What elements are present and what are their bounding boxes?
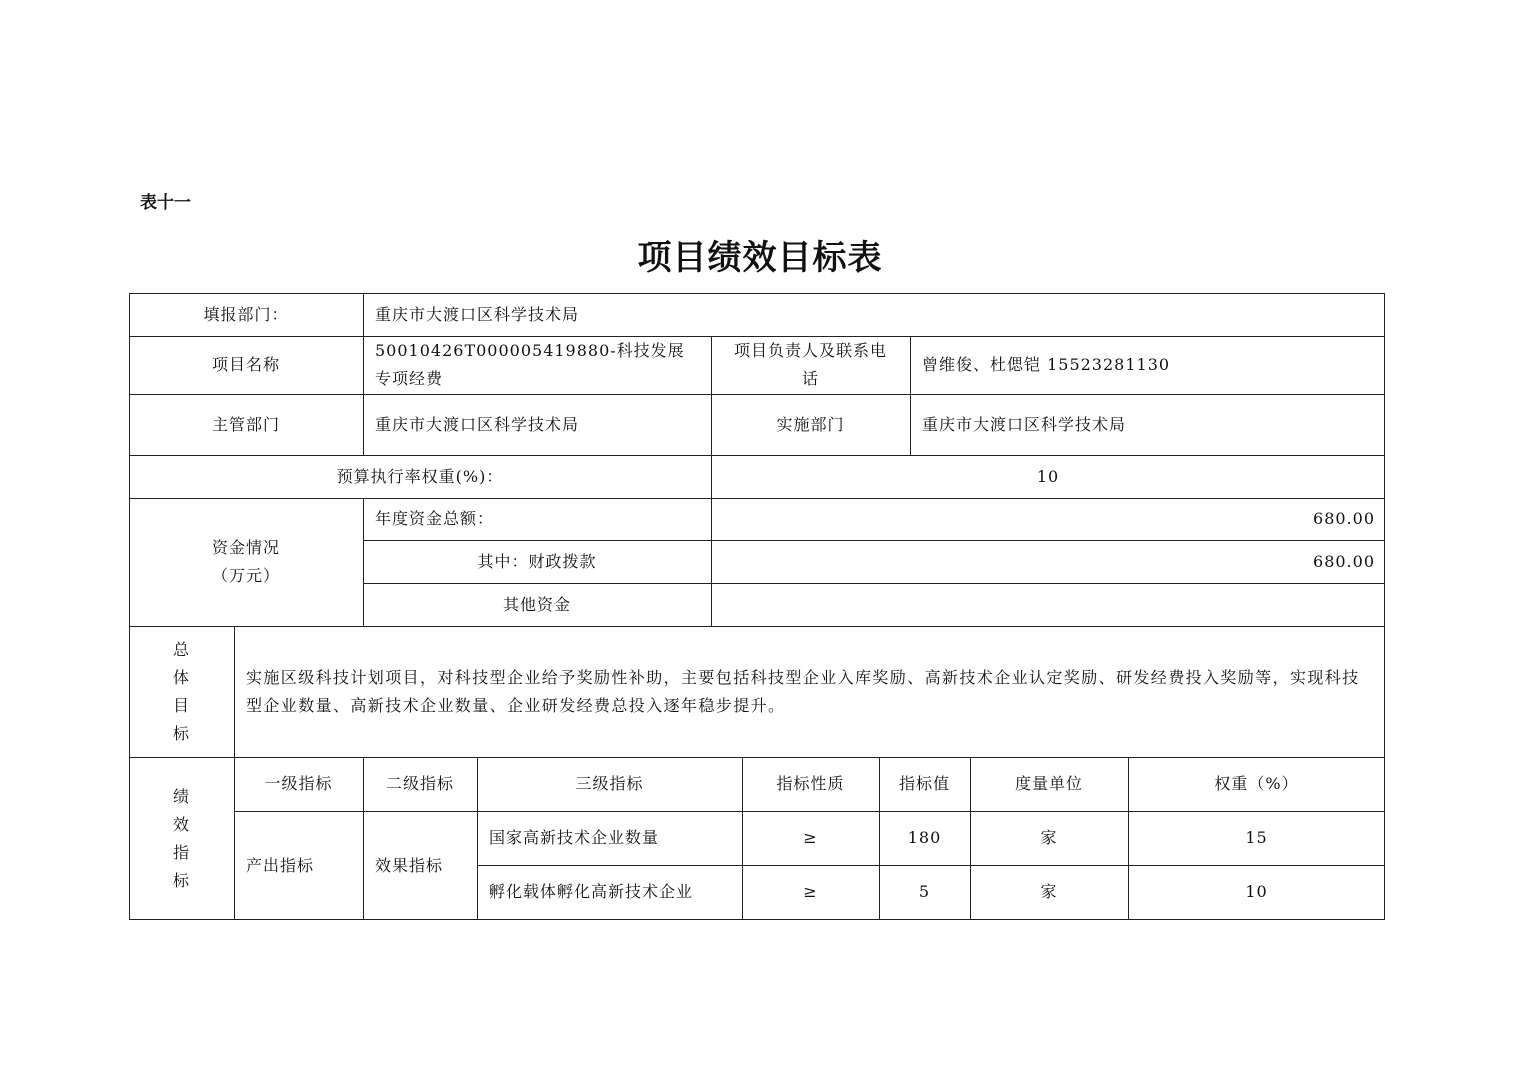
goal-label-char: 总 <box>172 639 190 659</box>
indicator-name: 国家高新技术企业数量 <box>489 828 660 847</box>
contact-value: 曾维俊、杜偲铠 15523281130 <box>922 355 1171 374</box>
impl-dept-value: 重庆市大渡口区科学技术局 <box>922 414 1127 434</box>
indicators-label-char: 绩 <box>172 786 190 806</box>
indicators-label-char: 效 <box>172 814 190 834</box>
indicators-label-char: 标 <box>172 870 190 890</box>
indicator-value: 180 <box>907 828 942 847</box>
funds-label-line2: （万元） <box>211 566 280 585</box>
page-title: 项目绩效目标表 <box>637 238 883 278</box>
header-weight: 权重（%） <box>1214 774 1299 793</box>
goal-label-char: 体 <box>172 667 190 687</box>
indicator-name: 孵化载体孵化高新技术企业 <box>489 882 694 901</box>
indicators-section-label <box>129 757 234 920</box>
dept-label: 填报部门： <box>203 304 289 324</box>
header-value: 指标值 <box>898 774 950 793</box>
goal-label <box>129 626 234 757</box>
annual-total-value: 680.00 <box>1313 509 1375 528</box>
project-name-label: 项目名称 <box>211 355 280 374</box>
competent-dept-label: 主管部门 <box>211 414 280 434</box>
header-level3: 三级指标 <box>575 774 644 793</box>
header-unit: 度量单位 <box>1014 774 1083 793</box>
goal-label-char: 标 <box>172 723 190 743</box>
level2-value: 效果指标 <box>375 855 444 875</box>
competent-dept-value: 重庆市大渡口区科学技术局 <box>375 414 580 434</box>
project-name-value: 50010426T000005419880-科技发展专项经费 <box>375 341 685 388</box>
budget-rate-value: 10 <box>1036 466 1060 486</box>
other-funds-value <box>711 583 1385 626</box>
budget-rate-label: 预算执行率权重(%)： <box>336 466 504 486</box>
indicator-nature: ≥ <box>803 882 818 901</box>
header-nature: 指标性质 <box>776 774 845 793</box>
indicator-value: 5 <box>918 882 931 901</box>
indicator-unit: 家 <box>1040 882 1058 901</box>
indicator-unit: 家 <box>1040 828 1058 847</box>
annual-total-label: 年度资金总额： <box>375 509 495 528</box>
indicator-weight: 10 <box>1245 882 1268 901</box>
goal-label-char: 目 <box>172 695 190 715</box>
funds-label-line1: 资金情况 <box>211 538 280 557</box>
impl-dept-label: 实施部门 <box>776 414 845 434</box>
goal-text: 实施区级科技计划项目，对科技型企业给予奖励性补助，主要包括科技型企业入库奖励、高新技术企业认定奖励、研发经费投入奖励等，实现科技型企业数量、高新技术企业数量、企业研发经费总投入逐年稳步提升。 <box>246 667 1360 715</box>
indicator-weight: 15 <box>1245 828 1268 847</box>
funds-label <box>129 498 363 626</box>
fiscal-label: 其中：财政拨款 <box>477 551 597 571</box>
fiscal-value: 680.00 <box>1313 551 1375 571</box>
other-funds-label: 其他资金 <box>502 594 571 614</box>
contact-label: 项目负责人及联系电话 <box>733 341 887 388</box>
header-level1: 一级指标 <box>264 774 333 793</box>
indicator-nature: ≥ <box>803 828 818 847</box>
dept-value: 重庆市大渡口区科学技术局 <box>375 304 580 324</box>
indicators-label-char: 指 <box>172 842 190 862</box>
table-label: 表十一 <box>140 193 191 213</box>
header-level2: 二级指标 <box>385 774 454 793</box>
level1-value: 产出指标 <box>246 855 315 875</box>
